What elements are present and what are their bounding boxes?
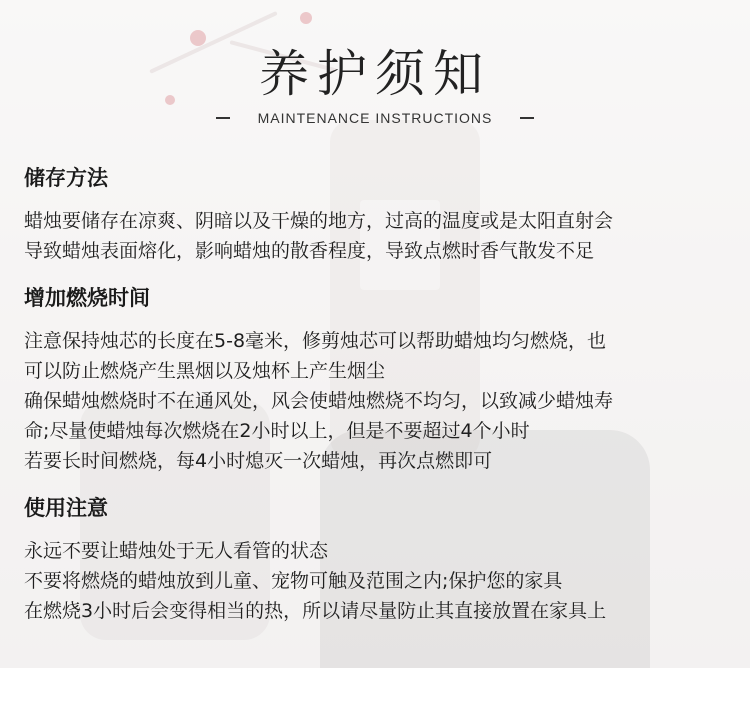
page-subtitle: MAINTENANCE INSTRUCTIONS [257, 110, 493, 126]
section-burn-time [24, 284, 734, 476]
divider-dash-left [216, 117, 230, 119]
page-title: 养护须知 [259, 45, 491, 103]
section-storage [24, 164, 734, 266]
section-body [24, 206, 734, 266]
body-line: 不要将燃烧的蜡烛放到儿童、宠物可触及范围之内;保护您的家具 [24, 570, 563, 592]
body-line: 确保蜡烛燃烧时不在通风处，风会使蜡烛燃烧不均匀，以致减少蜡烛寿 [24, 390, 614, 412]
section-usage-notes [24, 494, 734, 626]
subtitle-row [0, 110, 750, 126]
body-line: 若要长时间燃烧，每4小时熄灭一次蜡烛，再次点燃即可 [24, 450, 493, 472]
body-line: 可以防止燃烧产生黑烟以及烛杯上产生烟尘 [24, 360, 386, 382]
section-title: 增加燃烧时间 [24, 286, 150, 310]
body-line: 永远不要让蜡烛处于无人看管的状态 [24, 540, 329, 562]
body-line: 导致蜡烛表面熔化，影响蜡烛的散香程度，导致点燃时香气散发不足 [24, 240, 595, 262]
section-body [24, 326, 734, 476]
body-line: 蜡烛要储存在凉爽、阴暗以及干燥的地方，过高的温度或是太阳直射会 [24, 210, 614, 232]
body-line: 注意保持烛芯的长度在5-8毫米，修剪烛芯可以帮助蜡烛均匀燃烧，也 [24, 330, 607, 352]
body-line: 命;尽量使蜡烛每次燃烧在2小时以上，但是不要超过4个小时 [24, 420, 530, 442]
section-title: 使用注意 [24, 496, 108, 520]
body-line: 在燃烧3小时后会变得相当的热，所以请尽量防止其直接放置在家具上 [24, 600, 607, 622]
section-title: 储存方法 [24, 166, 108, 190]
divider-dash-right [520, 117, 534, 119]
section-body [24, 536, 734, 626]
